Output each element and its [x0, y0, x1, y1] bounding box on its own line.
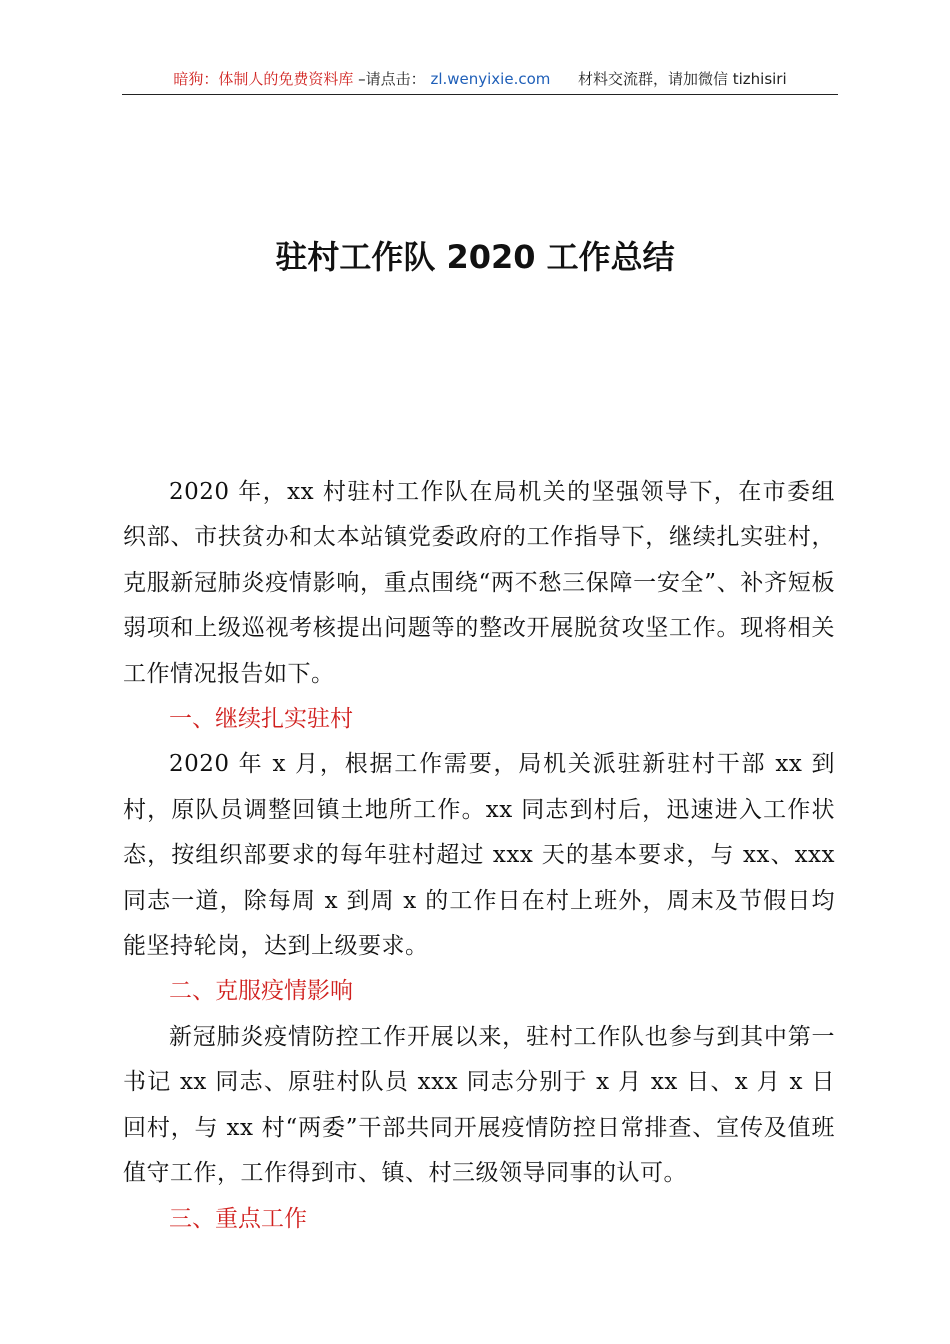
page-header — [122, 68, 838, 95]
section-2-heading: 二、克服疫情影响 — [169, 978, 353, 1005]
section-3-heading: 三、重点工作 — [169, 1205, 307, 1232]
section-2-paragraph: 新冠肺炎疫情防控工作开展以来，驻村工作队也参与到其中第一书记 xx 同志、原驻村队员 xxx 同志分别于 x 月 xx 日、x 月 x 日回村，与 xx 村“两委”干部共同开展疫情防控日常排查、宣传及值班值守工作，工作得到市、镇、村三级领导同事的认可。 — [123, 1023, 835, 1187]
section-1-heading: 一、继续扎实驻村 — [169, 706, 353, 733]
header-link[interactable]: zl.wenyixie.com — [430, 70, 551, 88]
intro-paragraph: 2020 年，xx 村驻村工作队在局机关的坚强领导下，在市委组织部、市扶贫办和太本站镇党委政府的工作指导下，继续扎实驻村，克服新冠肺炎疫情影响，重点围绕“两不愁三保障一安全”、补齐短板弱项和上级巡视考核提出问题等的整改开展脱贫攻坚工作。现将相关工作情况报告如下。 — [123, 479, 835, 687]
section-1-paragraph: 2020 年 x 月，根据工作需要，局机关派驻新驻村干部 xx 到村，原队员调整回镇土地所工作。xx 同志到村后，迅速进入工作状态，按组织部要求的每年驻村超过 xxx 天的基本要求，与 xx、xxx 同志一道，除每周 x 到周 x 的工作日在村上班外，周末及节假日均能坚持轮岗，达到上级要求。 — [123, 751, 835, 960]
header-contact-text: 材料交流群，请加微信 tizhisiri — [577, 70, 787, 88]
header-brand-text: 暗狗：体制人的免费资料库 — [173, 70, 354, 88]
header-prompt-text: –请点击： — [358, 70, 426, 88]
document-body — [123, 470, 835, 1242]
document-title: 驻村工作队 2020 工作总结 — [275, 238, 675, 277]
